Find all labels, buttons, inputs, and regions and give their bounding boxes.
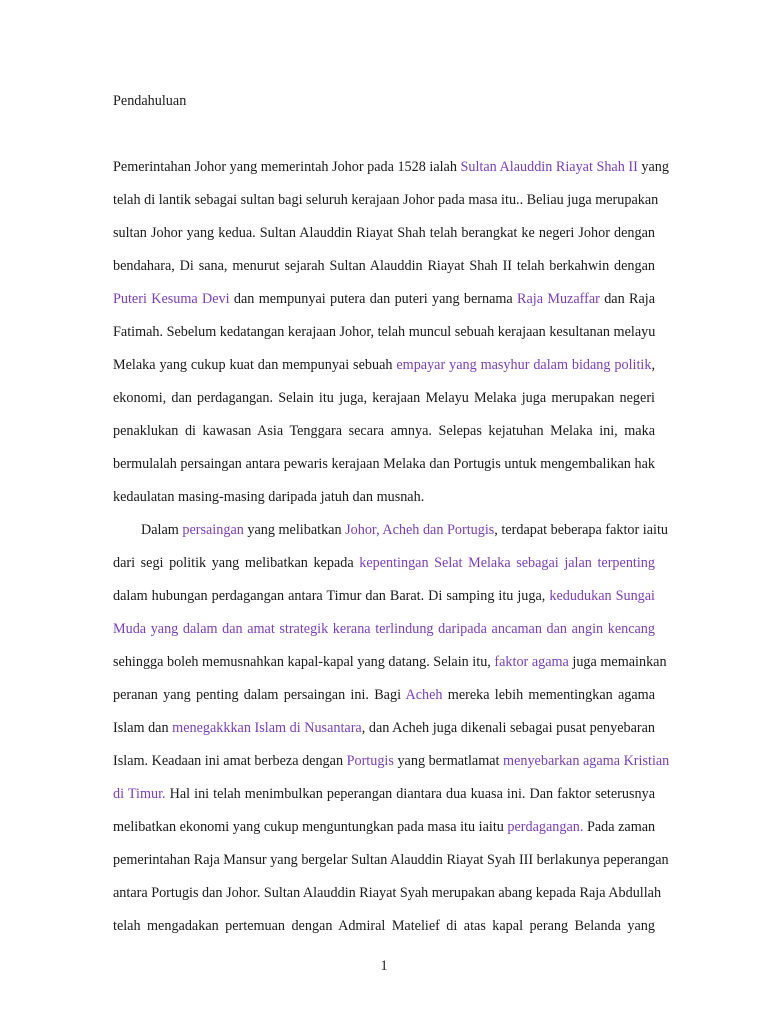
text-segment: Pemerintahan Johor yang memerintah Johor pada 1528 ialah	[113, 159, 461, 175]
paragraph-2-line	[113, 580, 655, 613]
highlighted-phrase: kepentingan Selat Melaka sebagai jalan terpenting	[359, 555, 655, 571]
text-segment: , dan Acheh juga dikenali sebagai pusat penyebaran	[361, 720, 655, 736]
section-heading: Pendahuluan	[113, 93, 187, 109]
highlighted-phrase: Muda yang dalam dan amat strategik kerana terlindung daripada ancaman dan angin kencang	[113, 621, 655, 637]
paragraph-1-line	[113, 448, 655, 481]
paragraph-2-line	[113, 646, 667, 679]
paragraph-2-line	[113, 613, 655, 646]
paragraph-1-line	[113, 382, 655, 415]
paragraph-2-line	[113, 547, 655, 580]
text-segment: dan Raja	[599, 291, 655, 307]
text-segment: peranan yang penting dalam persaingan ini. Bagi	[113, 687, 406, 703]
text-segment: sehingga boleh memusnahkan kapal-kapal yang datang. Selain itu,	[113, 654, 495, 670]
text-segment: telah mengadakan pertemuan dengan Admiral Matelief di atas kapal perang Belanda yang	[113, 918, 655, 934]
highlighted-phrase: Raja Muzaffar	[517, 291, 600, 307]
paragraph-1-line	[113, 415, 655, 448]
text-segment: juga memainkan	[568, 654, 667, 670]
text-segment: dan mempunyai putera dan puteri yang bernama	[229, 291, 518, 307]
text-segment: pemerintahan Raja Mansur yang bergelar Sultan Alauddin Riayat Syah III berlakunya peperangan	[113, 852, 669, 868]
text-segment: mereka lebih mementingkan agama	[442, 687, 656, 703]
paragraph-2-line	[113, 877, 662, 910]
paragraph-2-line	[113, 514, 669, 547]
paragraph-1-line	[113, 481, 655, 514]
page-number: 1	[380, 958, 388, 974]
text-segment: antara Portugis dan Johor. Sultan Alauddin Riayat Syah merupakan abang kepada Raja Abdullah	[113, 885, 662, 901]
highlighted-phrase: menyebarkan agama Kristian	[503, 753, 670, 769]
text-segment: dari segi politik yang melibatkan kepada	[113, 555, 360, 571]
paragraph-1-line	[113, 184, 659, 217]
highlighted-phrase: menegakkkan Islam di Nusantara	[172, 720, 362, 736]
text-segment: penaklukan di kawasan Asia Tenggara secara amnya. Selepas kejatuhan Melaka ini, maka	[113, 423, 655, 439]
text-segment: sultan Johor yang kedua. Sultan Alauddin Riayat Shah telah berangkat ke negeri Johor dengan	[113, 225, 655, 241]
text-segment: ekonomi, dan perdagangan. Selain itu juga, kerajaan Melayu Melaka juga merupakan negeri	[113, 390, 655, 406]
highlighted-phrase: Johor, Acheh dan Portugis	[345, 522, 495, 538]
text-segment: yang bermatlamat	[393, 753, 504, 769]
text-segment: Dalam	[141, 522, 183, 538]
paragraph-1-line	[113, 316, 655, 349]
paragraph-1-line	[113, 349, 655, 382]
paragraph-1-line	[113, 283, 655, 316]
paragraph-2-line	[113, 679, 655, 712]
highlighted-phrase: perdagangan.	[507, 819, 584, 835]
highlighted-phrase: Portugis	[346, 753, 394, 769]
highlighted-phrase: faktor agama	[494, 654, 569, 670]
text-segment: Fatimah. Sebelum kedatangan kerajaan Johor, telah muncul sebuah kerajaan kesultanan melayu	[113, 324, 656, 340]
text-segment: , terdapat beberapa faktor iaitu	[494, 522, 669, 538]
text-segment: Islam dan	[113, 720, 173, 736]
text-segment: telah di lantik sebagai sultan bagi seluruh kerajaan Johor pada masa itu.. Beliau juga merupakan	[113, 192, 659, 208]
paragraph-2-line	[113, 745, 670, 778]
paragraph-1-line	[113, 217, 655, 250]
highlighted-phrase: Sultan Alauddin Riayat Shah II	[460, 159, 638, 175]
paragraph-2-line	[113, 844, 669, 877]
text-segment: Melaka yang cukup kuat dan mempunyai sebuah	[113, 357, 397, 373]
text-segment: Hal ini telah menimbulkan peperangan diantara dua kuasa ini. Dan faktor seterusnya	[165, 786, 655, 802]
paragraph-2-line	[113, 910, 655, 943]
text-segment: Pada zaman	[583, 819, 656, 835]
highlighted-phrase: kedudukan Sungai	[549, 588, 655, 604]
body-text	[113, 151, 670, 943]
highlighted-phrase: persaingan	[182, 522, 244, 538]
highlighted-phrase: empayar yang masyhur dalam bidang politik	[396, 357, 652, 373]
paragraph-2-line	[113, 778, 655, 811]
text-segment: kedaulatan masing-masing daripada jatuh dan musnah.	[113, 489, 425, 505]
text-segment: yang melibatkan	[243, 522, 346, 538]
paragraph-2-line	[113, 811, 655, 844]
text-segment: bermulalah persaingan antara pewaris kerajaan Melaka dan Portugis untuk mengembalikan hak	[113, 456, 655, 472]
paragraph-1-line	[113, 250, 655, 283]
highlighted-phrase: Acheh	[405, 687, 443, 703]
text-segment: dalam hubungan perdagangan antara Timur dan Barat. Di samping itu juga,	[113, 588, 550, 604]
text-segment: Islam. Keadaan ini amat berbeza dengan	[113, 753, 347, 769]
paragraph-1-line	[113, 151, 669, 184]
paragraph-2-line	[113, 712, 655, 745]
text-segment: ,	[651, 357, 655, 373]
text-segment: bendahara, Di sana, menurut sejarah Sultan Alauddin Riayat Shah II telah berkahwin dengan	[113, 258, 655, 274]
highlighted-phrase: di Timur.	[113, 786, 166, 802]
text-segment: melibatkan ekonomi yang cukup menguntungkan pada masa itu iaitu	[113, 819, 508, 835]
text-segment: yang	[637, 159, 669, 175]
highlighted-phrase: Puteri Kesuma Devi	[113, 291, 230, 307]
